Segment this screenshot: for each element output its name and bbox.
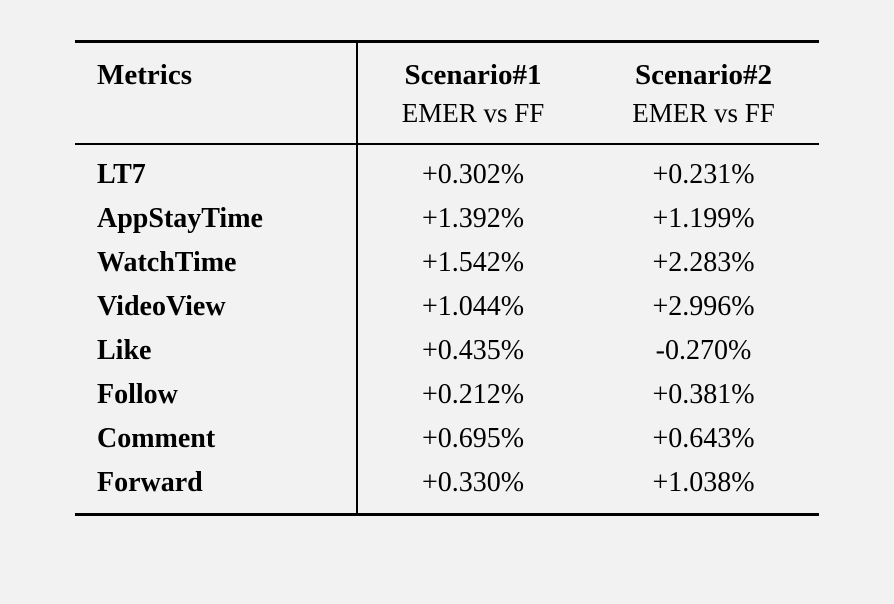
results-table	[75, 40, 819, 516]
cell-metric: LT7	[97, 159, 146, 190]
header-metrics: Metrics	[97, 59, 192, 91]
header-scenario2-sub: EMER vs FF	[632, 98, 775, 128]
table-row	[75, 197, 819, 241]
cell-scenario1: +0.302%	[357, 145, 588, 197]
table-header-row-primary	[75, 43, 819, 96]
cell-metric: AppStayTime	[97, 203, 263, 234]
cell-scenario2: -0.270%	[655, 335, 752, 366]
header-scenario1-sub: EMER vs FF	[357, 96, 588, 144]
header-metrics-sub	[75, 96, 357, 144]
cell-metric: Follow	[97, 379, 178, 410]
cell-scenario2: +2.996%	[652, 291, 755, 322]
cell-scenario1: +0.435%	[357, 329, 588, 373]
cell-metric: VideoView	[97, 291, 226, 322]
table-row	[75, 329, 819, 373]
cell-metric: Forward	[97, 467, 203, 498]
cell-scenario1: +1.044%	[357, 285, 588, 329]
table-body	[75, 42, 819, 517]
cell-scenario1: +1.392%	[357, 197, 588, 241]
cell-scenario1: +0.330%	[357, 461, 588, 515]
cell-scenario1: +0.212%	[357, 373, 588, 417]
cell-scenario2: +0.231%	[652, 159, 755, 190]
table-row	[75, 373, 819, 417]
cell-scenario2: +1.038%	[652, 467, 755, 498]
header-scenario2: Scenario#2	[635, 59, 772, 91]
cell-scenario2: +0.381%	[652, 379, 755, 410]
table-bottom-rule	[75, 515, 819, 517]
table-row	[75, 241, 819, 285]
cell-scenario2: +2.283%	[652, 247, 755, 278]
table-row	[75, 461, 819, 515]
results-table-container	[75, 40, 819, 516]
table-row	[75, 417, 819, 461]
cell-metric: Like	[97, 335, 152, 366]
cell-scenario2: +0.643%	[652, 423, 755, 454]
cell-scenario2: +1.199%	[652, 203, 755, 234]
cell-scenario1: +1.542%	[357, 241, 588, 285]
rule-cell	[75, 515, 357, 517]
cell-metric: WatchTime	[97, 247, 237, 278]
rule-cell	[357, 515, 588, 517]
rule-cell	[588, 515, 819, 517]
header-scenario1: Scenario#1	[357, 43, 588, 96]
table-row	[75, 285, 819, 329]
cell-scenario1: +0.695%	[357, 417, 588, 461]
table-row	[75, 145, 819, 197]
cell-metric: Comment	[97, 423, 216, 454]
table-header-row-secondary	[75, 96, 819, 144]
